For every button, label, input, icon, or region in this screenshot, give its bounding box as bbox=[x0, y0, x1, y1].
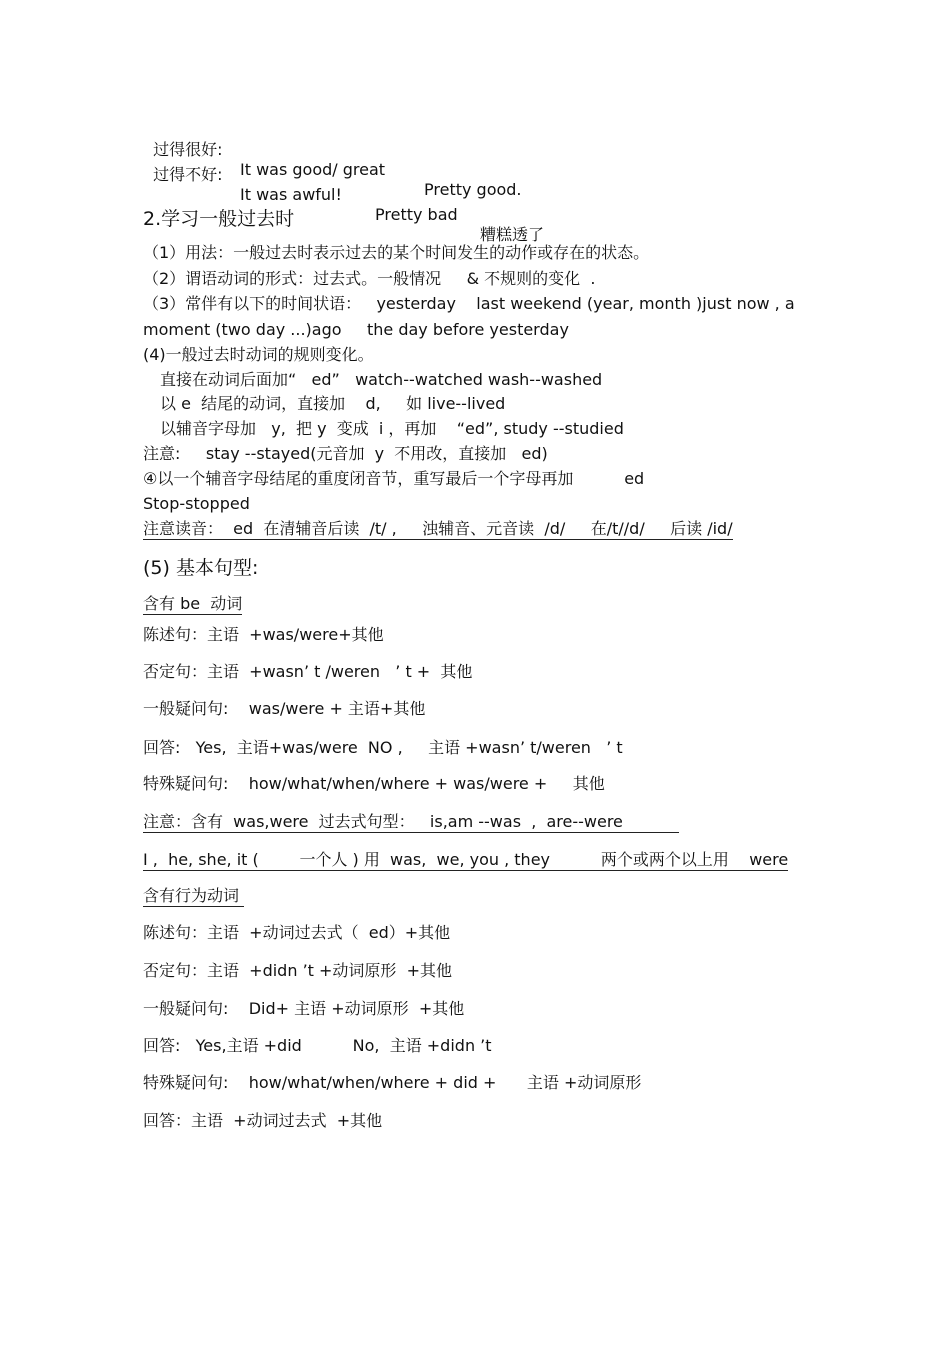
be-note-text: 注意：含有 was,were 过去式句型： is,am --was , are--were bbox=[143, 812, 679, 831]
rules-title: (4)一般过去时动词的规则变化。 bbox=[143, 345, 374, 364]
be-statement: 陈述句：主语 +was/were+其他 bbox=[143, 625, 384, 644]
bad-en2: Pretty bad bbox=[375, 205, 458, 224]
action-wh-question: 特殊疑问句: how/what/when/where + did + 主语 +动词原形 bbox=[143, 1073, 642, 1092]
bad-label: 过得不好: bbox=[153, 165, 223, 184]
good-label: 过得很好: bbox=[153, 140, 223, 159]
note-stay: 注意: stay --stayed(元音加 y 不用改，直接加 ed) bbox=[143, 444, 548, 463]
form-line: （2）谓语动词的形式：过去式。一般情况 & 不规则的变化 . bbox=[143, 269, 596, 288]
be-answer: 回答: Yes, 主语+was/were NO , 主语 +wasn’ t/weren ’ t bbox=[143, 738, 623, 757]
pronunciation-note bbox=[143, 519, 733, 539]
pronunciation-text: 注意读音： ed 在清辅音后读 /t/ , 浊辅音、元音读 /d/ 在/t//d/ 后读 /id/ bbox=[143, 519, 733, 538]
usage-line: （1）用法：一般过去时表示过去的某个时间发生的动作或存在的状态。 bbox=[143, 243, 650, 262]
adverbs-line-2: moment (two day ...)ago the day before yesterday bbox=[143, 320, 569, 339]
be-negative: 否定句：主语 +wasn’ t /weren ’ t + 其他 bbox=[143, 662, 473, 681]
good-en1: It was good/ great bbox=[240, 160, 386, 179]
section-title: 2.学习一般过去时 bbox=[143, 208, 295, 230]
rule-3: 以辅音字母加 y, 把 y 变成 i ，再加 “ed”, study --studied bbox=[160, 419, 624, 438]
action-verbs-title-text: 含有行为动词 bbox=[143, 886, 245, 905]
patterns-title: (5) 基本句型: bbox=[143, 557, 259, 579]
rule-1: 直接在动词后面加“ ed” watch--watched wash--washed bbox=[160, 370, 603, 389]
be-usage-text: I , he, she, it ( 一个人 ) 用 was, we, you , they 两个或两个以上用 were bbox=[143, 850, 789, 869]
be-question: 一般疑问句: was/were + 主语+其他 bbox=[143, 699, 426, 718]
be-note bbox=[143, 812, 679, 832]
be-wh-question: 特殊疑问句: how/what/when/where + was/were + 其他 bbox=[143, 774, 605, 793]
bad-cn: 糟糕透了 bbox=[480, 225, 545, 244]
be-verbs-title-text: 含有 be 动词 bbox=[143, 594, 243, 613]
action-answer: 回答: Yes,主语 +did No, 主语 +didn ’t bbox=[143, 1036, 492, 1055]
be-verbs-title bbox=[143, 594, 242, 614]
action-statement: 陈述句：主语 +动词过去式（ ed）+其他 bbox=[143, 923, 451, 942]
rule-4: ④以一个辅音字母结尾的重度闭音节，重写最后一个字母再加 ed bbox=[143, 469, 645, 488]
adverbs-line-1: （3）常伴有以下的时间状语： yesterday last weekend (year, month )just now , a bbox=[143, 294, 795, 313]
action-wh-answer: 回答：主语 +动词过去式 +其他 bbox=[143, 1111, 383, 1130]
good-en2: Pretty good. bbox=[424, 180, 522, 199]
bad-en1: It was awful! bbox=[240, 185, 342, 204]
action-verbs-title bbox=[143, 886, 244, 906]
action-negative: 否定句：主语 +didn ’t +动词原形 +其他 bbox=[143, 961, 452, 980]
action-question: 一般疑问句: Did+ 主语 +动词原形 +其他 bbox=[143, 999, 465, 1018]
rule-4-example: Stop-stopped bbox=[143, 494, 250, 513]
be-usage bbox=[143, 850, 788, 870]
rule-2: 以 e 结尾的动词，直接加 d, 如 live--lived bbox=[160, 394, 506, 413]
